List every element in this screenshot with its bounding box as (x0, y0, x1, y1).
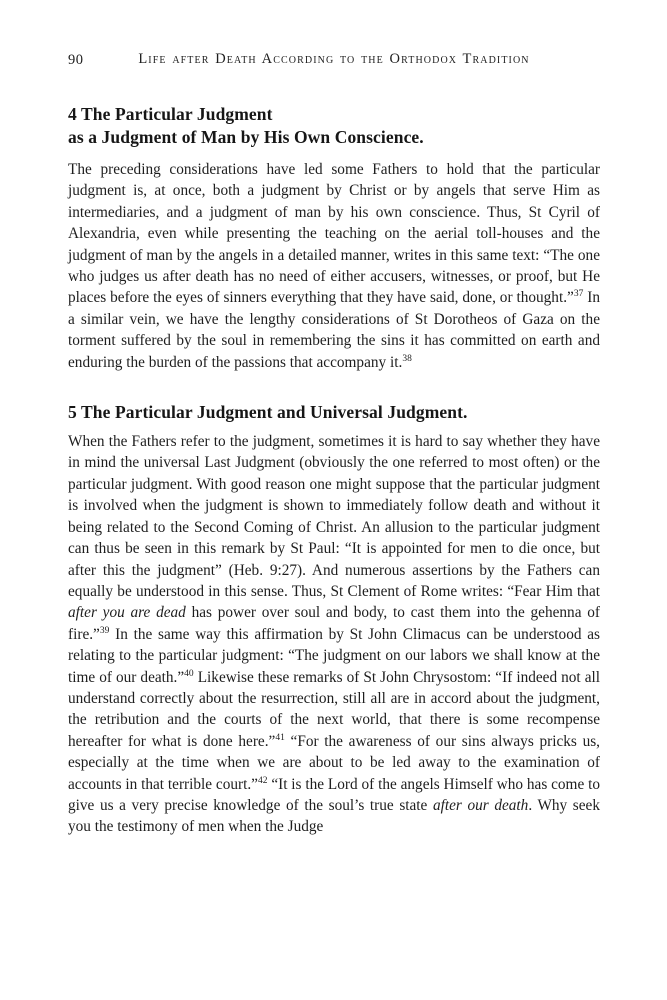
footnote-ref-42: 42 (257, 775, 268, 786)
footnote-ref-38: 38 (402, 353, 412, 364)
paragraph-text: Likewise these remarks of St John Chrysostom: “If indeed not all understand correctly about the resurrection, still all are in accord about the judgment, the retribution and the courts of the next world, that there is some recompense hereafter for what is done here.” (68, 668, 600, 750)
running-header-title: Life after Death According to the Orthodox Tradition (138, 51, 530, 67)
page-number: 90 (68, 52, 84, 68)
paragraph-text: In the same way this affirmation by St John Climacus can be understood as relating to the particular judgment: “The judgment on our labors we shall know at the time of our death.” (68, 625, 600, 686)
paragraph-text: “It is the Lord of the angels Himself who has come to give us a very precise knowledge of the soul’s true state (68, 775, 600, 814)
section-4-heading (68, 103, 600, 149)
paragraph-text: . Why seek you the testimony of men when the Judge (68, 796, 600, 836)
paragraph-text: The preceding considerations have led some Fathers to hold that the particular judgment is, at once, both a judgment by Christ or by angels that serve Him as intermediaries, and a judgment of man by his own conscience. Thus, St Cyril of Alexandria, even while presenting the teaching on the aerial toll-houses and the judgment of man by the angels in a detailed manner, writes in this same text: “The one who judges us after death has no need of either accusers, witnesses, or proof, but He places before the eyes of sinners everything that they have said, done, or thought.” (68, 161, 600, 307)
paragraph-text: has power over soul and body, to cast them into the gehenna of fire.” (68, 604, 600, 643)
footnote-ref-37: 37 (573, 289, 584, 300)
section-4-paragraph (68, 159, 600, 373)
text-block (68, 103, 600, 838)
footnote-ref-40: 40 (184, 668, 194, 679)
footnote-ref-41: 41 (275, 732, 285, 743)
footnote-ref-39: 39 (99, 625, 110, 636)
section-4-heading-line-1: 4 The Particular Judgment (68, 104, 273, 124)
paragraph-text-italic: after our death (432, 796, 529, 814)
paragraph-text: In a similar vein, we have the lengthy considerations of St Dorotheos of Gaza on the torment suffered by the soul in remembering the sins it has committed on earth and enduring the burden of the passions that accompany it. (68, 289, 600, 371)
section-5-paragraph (68, 431, 600, 838)
section-5-heading: 5 The Particular Judgment and Universal Judgment. (68, 402, 468, 423)
running-head (68, 51, 600, 69)
section-4-heading-line-2: as a Judgment of Man by His Own Conscience. (68, 127, 424, 147)
paragraph-text: “For the awareness of our sins always pricks us, especially at the time when we are about to be led away to the examination of accounts in that terrible court.” (68, 732, 600, 793)
paragraph-text: When the Fathers refer to the judgment, sometimes it is hard to say whether they have in mind the universal Last Judgment (obviously the one referred to most often) or the particular judgment. With good reason one might suppose that the particular judgment is involved when the judgment is shown to immediately follow death and without it being related to the Second Coming of Christ. An allusion to the particular judgment can thus be seen in this remark by St Paul: “It is appointed for men to die once, but after this the judgment” (Heb. 9:27). And numerous assertions by the Fathers can equally be understood in this sense. Thus, St Clement of Rome writes: “Fear Him that (68, 433, 600, 600)
paragraph-text-italic: after you are dead (68, 604, 186, 622)
